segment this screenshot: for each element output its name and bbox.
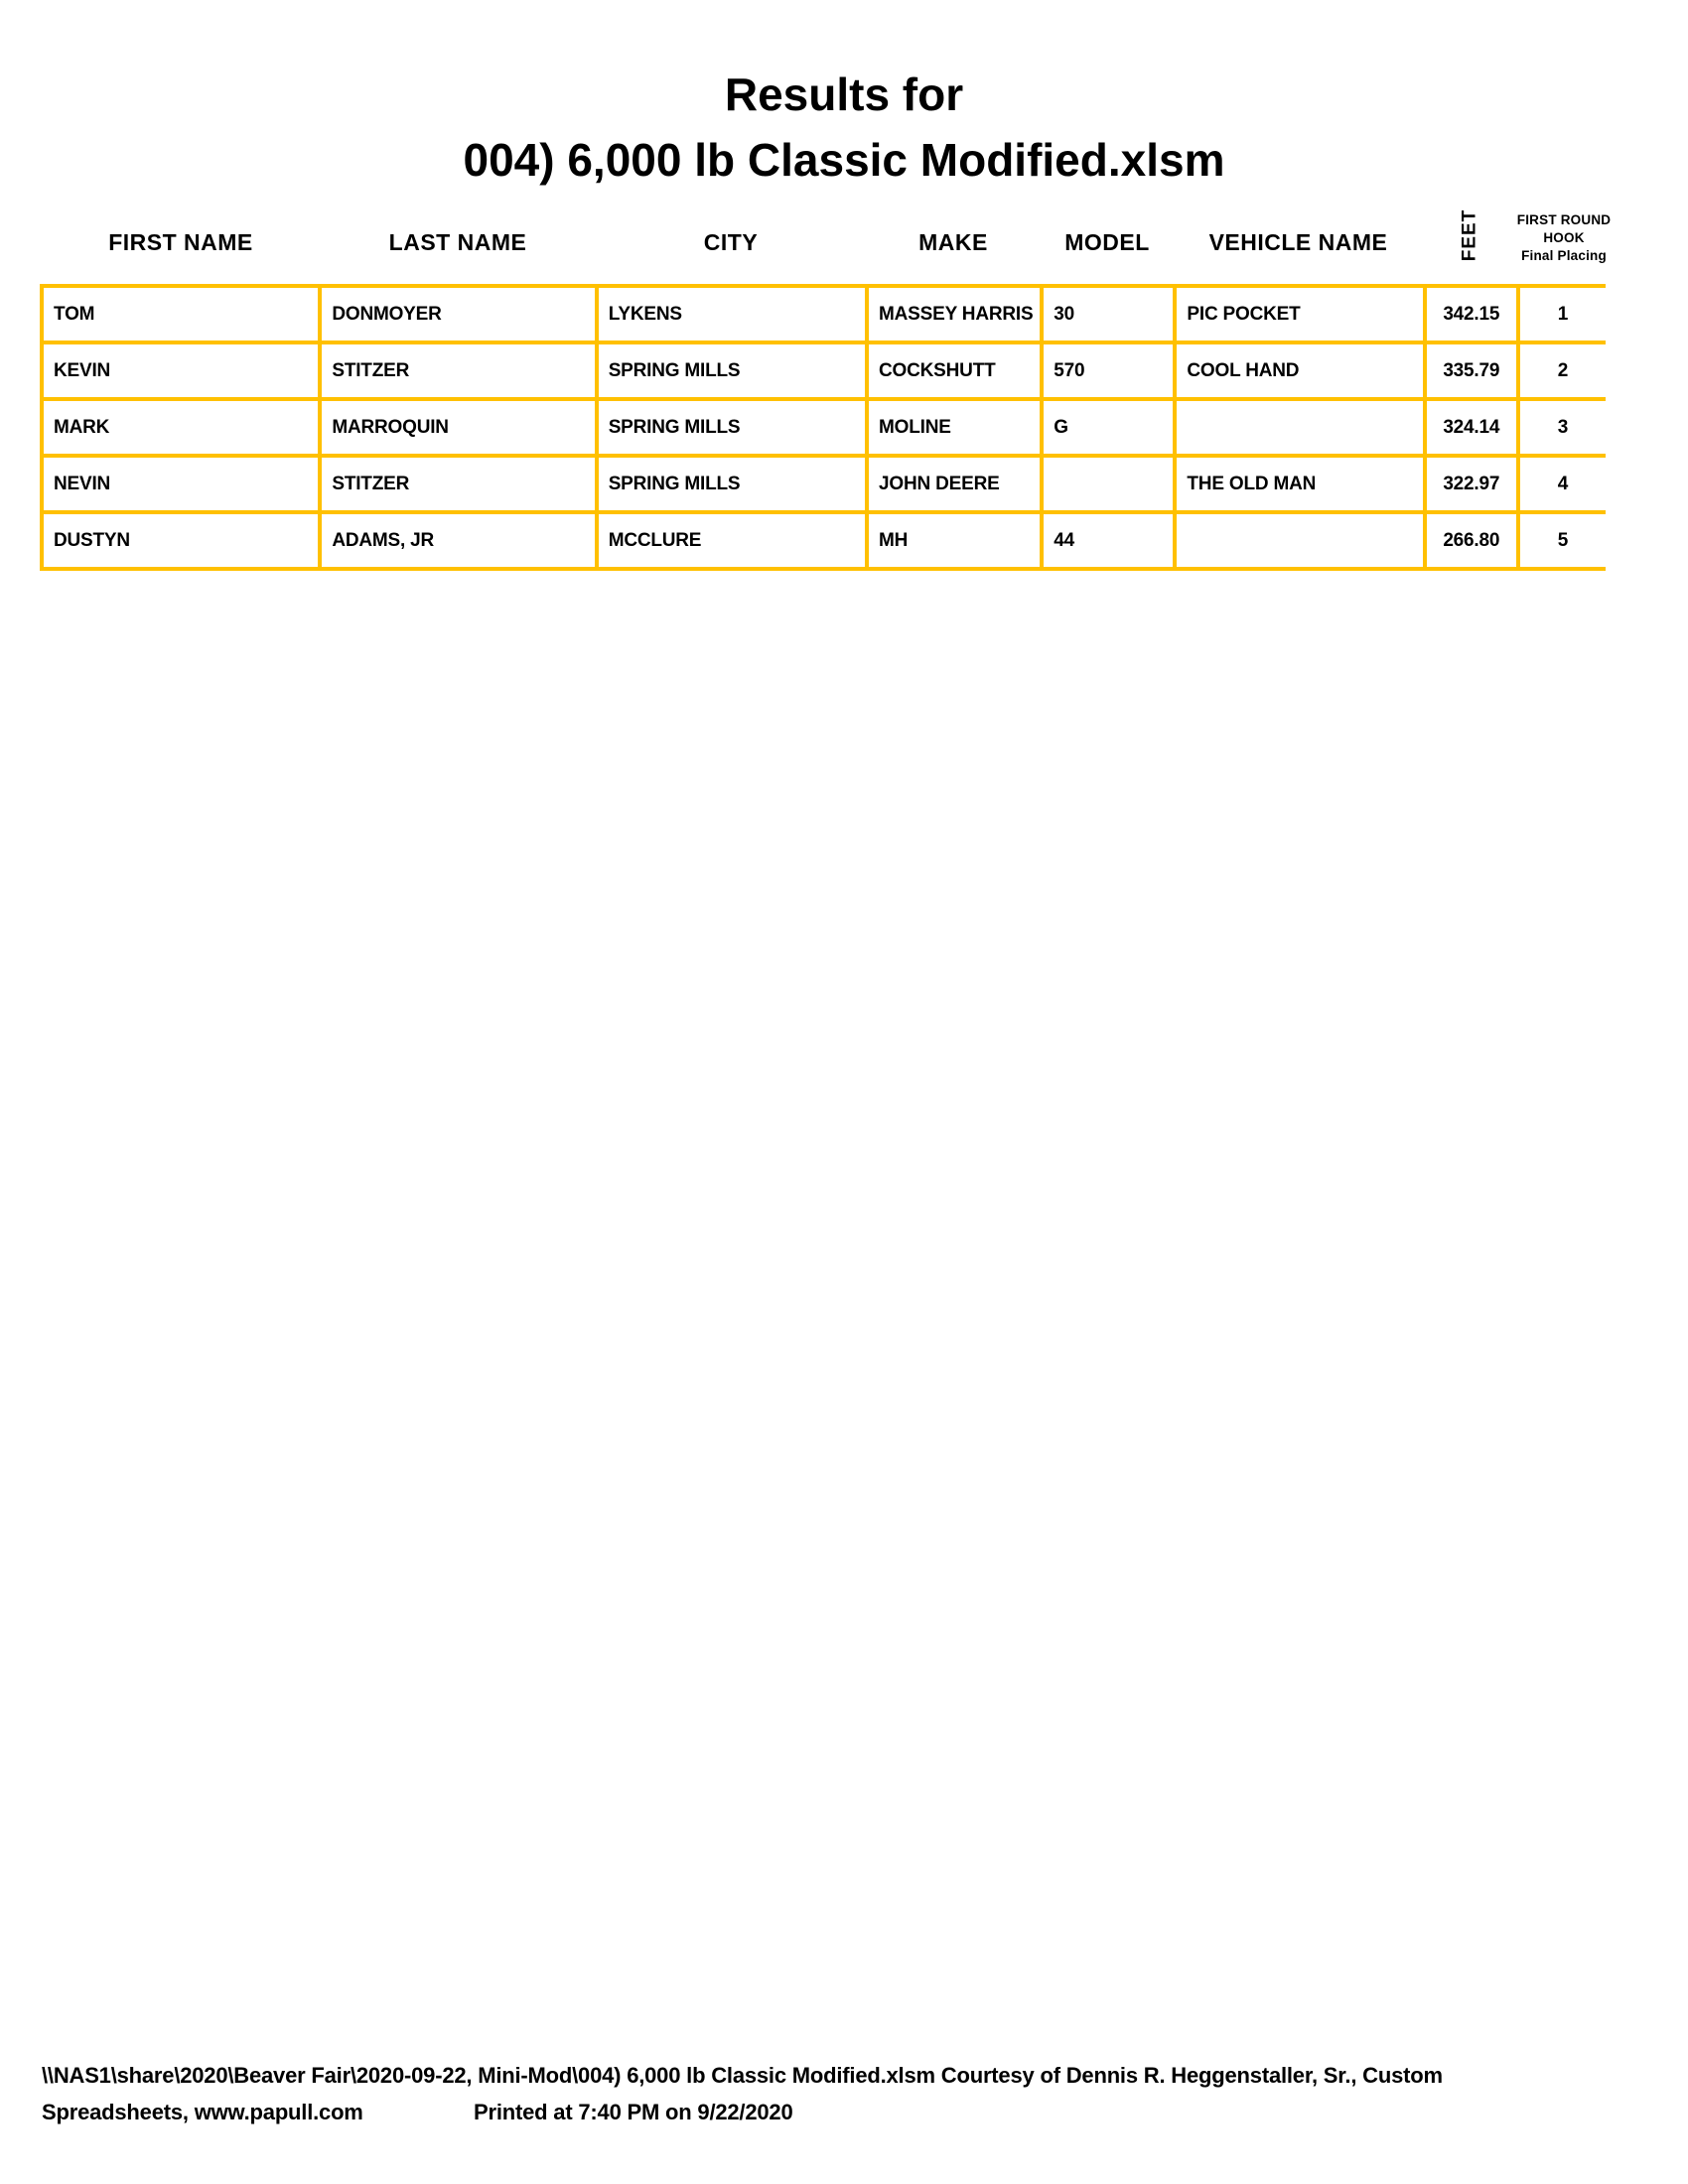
cell-model (1042, 456, 1175, 512)
table-row (42, 512, 1606, 569)
column-header-model: MODEL (1064, 229, 1150, 255)
cell-city: MCCLURE (597, 512, 867, 569)
cell-city: SPRING MILLS (597, 399, 867, 456)
cell-vehicle-name (1175, 512, 1424, 569)
cell-make: MOLINE (867, 399, 1042, 456)
cell-last-name: MARROQUIN (320, 399, 596, 456)
cell-last-name: DONMOYER (320, 286, 596, 342)
page-title-line-2: 004) 6,000 lb Classic Modified.xlsm (463, 134, 1225, 186)
cell-first-name: TOM (42, 286, 320, 342)
cell-first-name: MARK (42, 399, 320, 456)
cell-vehicle-name (1175, 399, 1424, 456)
cell-last-name: STITZER (320, 342, 596, 399)
column-header-city: CITY (703, 229, 759, 255)
column-headers (0, 0, 1688, 288)
cell-placing: 1 (1518, 286, 1606, 342)
cell-placing: 4 (1518, 456, 1606, 512)
cell-placing: 3 (1518, 399, 1606, 456)
cell-feet: 324.14 (1425, 399, 1518, 456)
column-header-first-name: FIRST NAME (108, 229, 253, 255)
cell-vehicle-name: COOL HAND (1175, 342, 1424, 399)
table-row (42, 342, 1606, 399)
cell-model: 44 (1042, 512, 1175, 569)
cell-make: JOHN DEERE (867, 456, 1042, 512)
footer-file-path-line: \\NAS1\share\2020\Beaver Fair\2020-09-22, Mini-Mod\004) 6,000 lb Classic Modified.xlsm Courtesy of Dennis R. Heggenstaller, Sr., Custom (42, 2063, 1443, 2088)
cell-city: LYKENS (597, 286, 867, 342)
cell-first-name: DUSTYN (42, 512, 320, 569)
footer-second-line (42, 2094, 1650, 2130)
cell-vehicle-name: THE OLD MAN (1175, 456, 1424, 512)
footer-printed-at: Printed at 7:40 PM on 9/22/2020 (474, 2100, 793, 2124)
hook-header-line-1: FIRST ROUND (1516, 212, 1612, 227)
cell-feet: 335.79 (1425, 342, 1518, 399)
cell-make: MASSEY HARRIS (867, 286, 1042, 342)
results-table (40, 284, 1606, 571)
cell-first-name: KEVIN (42, 342, 320, 399)
cell-feet: 266.80 (1425, 512, 1518, 569)
cell-last-name: STITZER (320, 456, 596, 512)
hook-header-line-3: Final Placing (1521, 248, 1607, 263)
cell-placing: 5 (1518, 512, 1606, 569)
column-header-make: MAKE (918, 229, 988, 255)
cell-first-name: NEVIN (42, 456, 320, 512)
page-title-line-1: Results for (724, 68, 964, 120)
cell-feet: 322.97 (1425, 456, 1518, 512)
column-header-vehicle-name: VEHICLE NAME (1208, 229, 1388, 255)
cell-vehicle-name: PIC POCKET (1175, 286, 1424, 342)
feet-rotated-label: FEET (1459, 208, 1479, 262)
footer-publisher: Spreadsheets, www.papull.com (42, 2100, 363, 2124)
cell-city: SPRING MILLS (597, 342, 867, 399)
footer (42, 2057, 1650, 2130)
cell-model: 30 (1042, 286, 1175, 342)
cell-model: G (1042, 399, 1175, 456)
cell-placing: 2 (1518, 342, 1606, 399)
cell-last-name: ADAMS, JR (320, 512, 596, 569)
cell-feet: 342.15 (1425, 286, 1518, 342)
table-row (42, 456, 1606, 512)
cell-model: 570 (1042, 342, 1175, 399)
table-row (42, 286, 1606, 342)
table-row (42, 399, 1606, 456)
cell-make: COCKSHUTT (867, 342, 1042, 399)
column-header-last-name: LAST NAME (388, 229, 527, 255)
column-header-first-round-hook (1486, 211, 1641, 265)
cell-make: MH (867, 512, 1042, 569)
cell-city: SPRING MILLS (597, 456, 867, 512)
hook-header-line-2: HOOK (1543, 230, 1585, 245)
